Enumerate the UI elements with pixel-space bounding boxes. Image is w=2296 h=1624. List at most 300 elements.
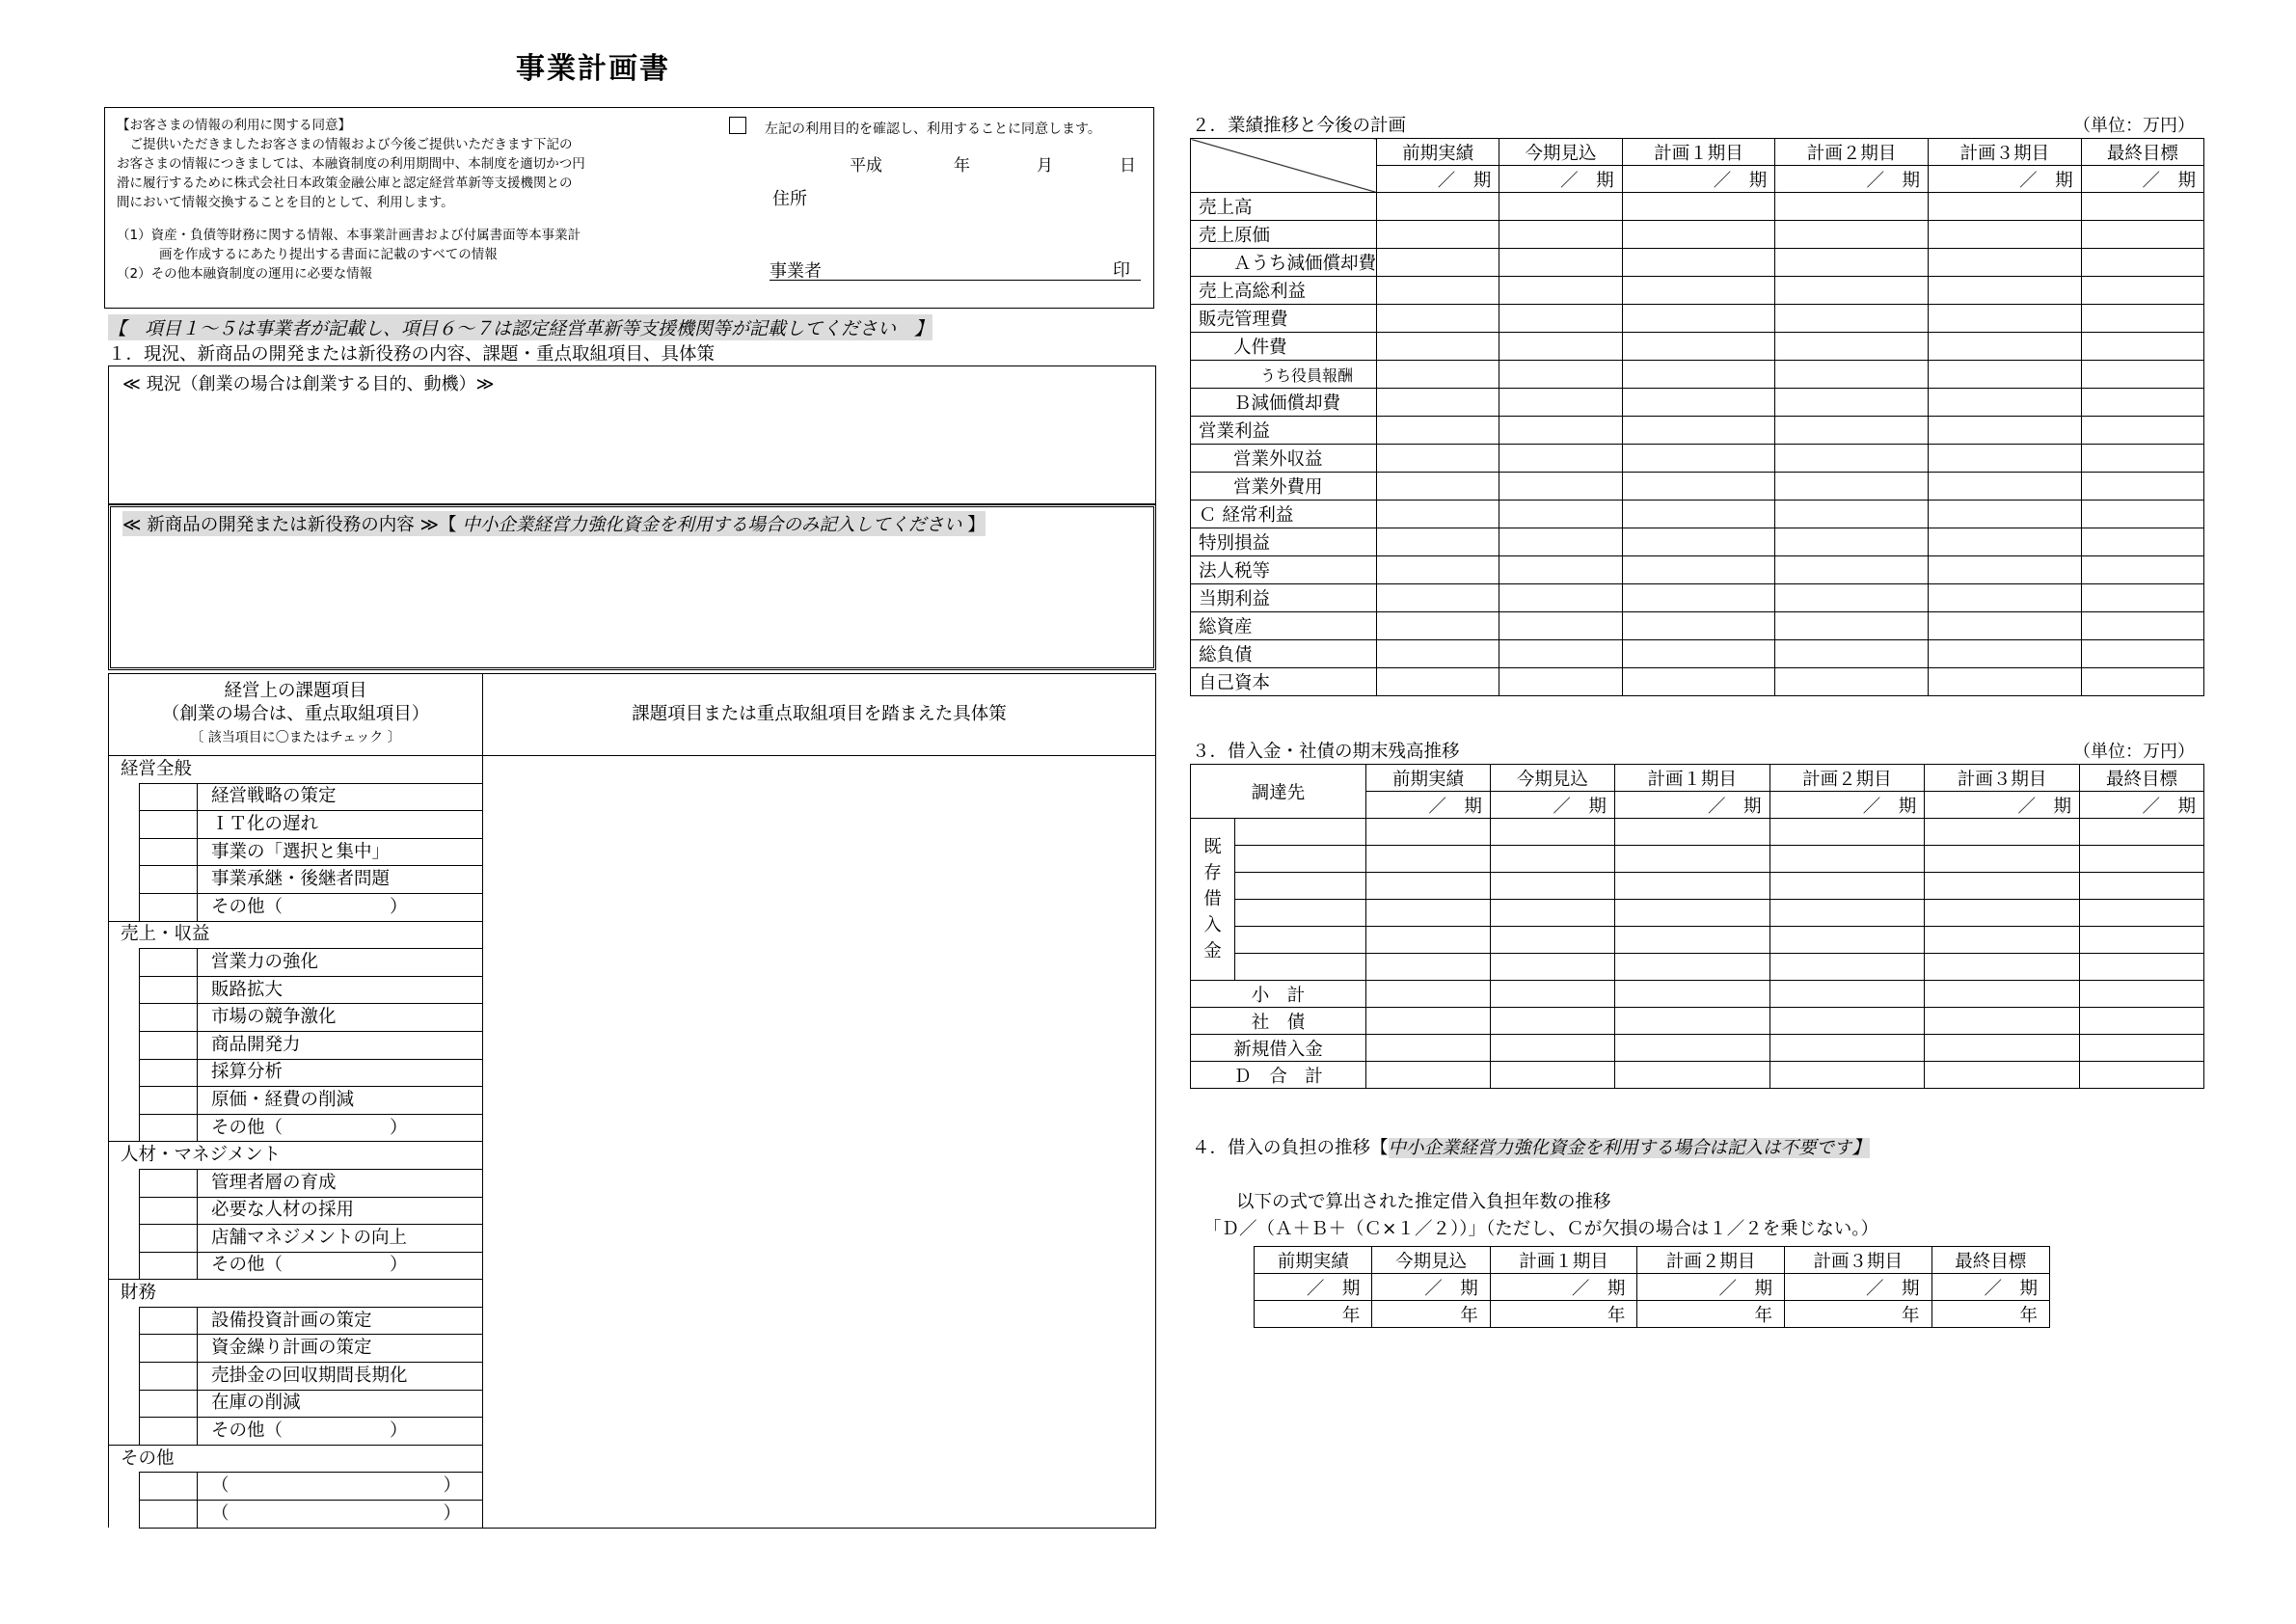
burden-col-header: 計画３期目 <box>1784 1247 1931 1274</box>
issues-item: 事業承継・後継者問題 <box>198 866 483 894</box>
perf-row-label: Ｂ減価償却費 <box>1191 389 1377 417</box>
perf-value-cell[interactable] <box>1775 584 1929 612</box>
loan-value-cell[interactable] <box>1366 819 1491 846</box>
perf-value-cell[interactable] <box>1622 612 1775 640</box>
perf-value-cell[interactable] <box>1622 249 1775 277</box>
issues-check-cell[interactable] <box>140 1252 198 1280</box>
perf-value-cell[interactable] <box>1928 305 2081 333</box>
perf-value-cell[interactable] <box>1622 445 1775 473</box>
issues-check-cell[interactable] <box>140 1390 198 1418</box>
issues-check-cell[interactable] <box>140 1307 198 1335</box>
burden-period-cell[interactable]: ／ 期 <box>1637 1274 1785 1301</box>
perf-value-cell[interactable] <box>1622 333 1775 361</box>
burden-period-cell[interactable]: ／ 期 <box>1490 1274 1637 1301</box>
perf-row <box>1191 640 2204 668</box>
perf-value-cell[interactable] <box>1622 473 1775 501</box>
issues-check-cell[interactable] <box>140 1473 198 1501</box>
loan-source-cell[interactable] <box>1235 846 1366 873</box>
loan-value-cell[interactable] <box>2080 1035 2204 1062</box>
loan-value-cell[interactable] <box>1925 927 2080 954</box>
perf-value-cell[interactable] <box>1499 305 1622 333</box>
perf-value-cell[interactable] <box>1499 640 1622 668</box>
perf-value-cell[interactable] <box>2081 193 2203 221</box>
issues-indent <box>109 1004 140 1032</box>
loan-value-cell[interactable] <box>1769 1035 1925 1062</box>
perf-value-cell[interactable] <box>1775 445 1929 473</box>
perf-value-cell[interactable] <box>2081 221 2203 249</box>
perf-value-cell[interactable] <box>1775 249 1929 277</box>
issues-check-cell[interactable] <box>140 893 198 921</box>
loan-value-cell[interactable] <box>1769 846 1925 873</box>
loan-value-cell[interactable] <box>1769 927 1925 954</box>
loan-value-cell[interactable] <box>2080 954 2204 981</box>
loan-source-cell[interactable] <box>1235 954 1366 981</box>
perf-value-cell[interactable] <box>1377 389 1499 417</box>
loan-value-cell[interactable] <box>1614 900 1769 927</box>
measures-cell[interactable] <box>483 756 1156 1529</box>
perf-value-cell[interactable] <box>1377 501 1499 528</box>
loan-value-cell[interactable] <box>2080 846 2204 873</box>
perf-value-cell[interactable] <box>1775 389 1929 417</box>
consent-item-1-cont: 画を作成するにあたり提出する書面に記載のすべての情報 <box>159 247 498 262</box>
perf-corner <box>1191 139 1377 193</box>
perf-value-cell[interactable] <box>1377 473 1499 501</box>
loan-period-cell[interactable]: ／ 期 <box>1614 792 1769 819</box>
perf-value-cell[interactable] <box>1928 473 2081 501</box>
consent-checkbox[interactable] <box>729 117 746 134</box>
perf-value-cell[interactable] <box>1377 445 1499 473</box>
perf-value-cell[interactable] <box>1499 501 1622 528</box>
perf-value-cell[interactable] <box>1775 668 1929 696</box>
loan-period-cell[interactable]: ／ 期 <box>2080 792 2204 819</box>
perf-value-cell[interactable] <box>2081 277 2203 305</box>
perf-value-cell[interactable] <box>1928 445 2081 473</box>
existing-loan-char: 存 <box>1203 863 1222 883</box>
issues-check-cell[interactable] <box>140 811 198 839</box>
issues-check-cell[interactable] <box>140 949 198 977</box>
loan-value-cell[interactable] <box>1925 1035 2080 1062</box>
perf-value-cell[interactable] <box>2081 361 2203 389</box>
issues-item: 資金繰り計画の策定 <box>198 1335 483 1363</box>
perf-value-cell[interactable] <box>1775 361 1929 389</box>
perf-value-cell[interactable] <box>2081 528 2203 556</box>
perf-value-cell[interactable] <box>1499 528 1622 556</box>
perf-row <box>1191 584 2204 612</box>
existing-loan-char: 借 <box>1203 889 1222 909</box>
perf-value-cell[interactable] <box>1928 277 2081 305</box>
loan-value-cell[interactable] <box>1769 981 1925 1008</box>
loan-value-cell[interactable] <box>1769 900 1925 927</box>
loan-value-cell[interactable] <box>1490 954 1614 981</box>
perf-value-cell[interactable] <box>1928 584 2081 612</box>
issues-check-cell[interactable] <box>140 838 198 866</box>
loan-value-cell[interactable] <box>2080 1008 2204 1035</box>
loan-value-cell[interactable] <box>1490 1008 1614 1035</box>
burden-year-cell[interactable]: 年 <box>1784 1301 1931 1328</box>
issues-indent <box>109 976 140 1004</box>
perf-period-cell[interactable]: ／ 期 <box>1622 166 1775 193</box>
perf-value-cell[interactable] <box>1928 333 2081 361</box>
perf-value-cell[interactable] <box>1622 556 1775 584</box>
loan-col-header: 最終目標 <box>2080 765 2204 792</box>
loan-value-cell[interactable] <box>1490 1062 1614 1089</box>
loan-value-cell[interactable] <box>1490 927 1614 954</box>
issues-item: 商品開発力 <box>198 1031 483 1059</box>
perf-value-cell[interactable] <box>1928 249 2081 277</box>
issues-indent <box>109 783 140 811</box>
issues-item: 事業の「選択と集中」 <box>198 838 483 866</box>
perf-value-cell[interactable] <box>1775 612 1929 640</box>
issues-check-cell[interactable] <box>140 1418 198 1446</box>
loan-value-cell[interactable] <box>1769 1008 1925 1035</box>
loan-value-cell[interactable] <box>1366 900 1491 927</box>
perf-row-label: 売上高 <box>1191 193 1377 221</box>
perf-value-cell[interactable] <box>1377 612 1499 640</box>
issues-category: 財務 <box>109 1280 483 1308</box>
perf-value-cell[interactable] <box>2081 556 2203 584</box>
perf-value-cell[interactable] <box>1928 640 2081 668</box>
issues-indent <box>109 1114 140 1142</box>
perf-value-cell[interactable] <box>1928 389 2081 417</box>
perf-value-cell[interactable] <box>1499 584 1622 612</box>
perf-value-cell[interactable] <box>1499 193 1622 221</box>
loan-value-cell[interactable] <box>1614 1008 1769 1035</box>
section2-title: ２．業績推移と今後の計画 <box>1192 116 1407 136</box>
loan-source-cell[interactable] <box>1235 873 1366 900</box>
loan-value-cell[interactable] <box>1614 1062 1769 1089</box>
perf-value-cell[interactable] <box>1928 221 2081 249</box>
issues-item: 設備投資計画の策定 <box>198 1307 483 1335</box>
loan-value-cell[interactable] <box>2080 927 2204 954</box>
issues-check-cell[interactable] <box>140 1087 198 1115</box>
consent-agree-text: 左記の利用目的を確認し、利用することに同意します。 <box>765 122 1101 137</box>
perf-value-cell[interactable] <box>2081 612 2203 640</box>
perf-value-cell[interactable] <box>1499 445 1622 473</box>
loan-value-cell[interactable] <box>1366 927 1491 954</box>
issues-item: 経営戦略の策定 <box>198 783 483 811</box>
loan-value-cell[interactable] <box>1366 1062 1491 1089</box>
burden-header-row <box>1255 1247 2050 1274</box>
loan-value-cell[interactable] <box>1614 927 1769 954</box>
perf-period-cell[interactable]: ／ 期 <box>1377 166 1499 193</box>
perf-value-cell[interactable] <box>1622 417 1775 445</box>
loan-value-cell[interactable] <box>1925 1062 2080 1089</box>
loan-value-cell[interactable] <box>1490 900 1614 927</box>
burden-period-cell[interactable]: ／ 期 <box>1784 1274 1931 1301</box>
perf-row-label: うち役員報酬 <box>1191 361 1377 389</box>
section4-title-hl: 中小企業経営力強化資金を利用する場合は記入は不要です <box>1388 1138 1852 1158</box>
issues-indent <box>109 1059 140 1087</box>
loan-value-cell[interactable] <box>1614 981 1769 1008</box>
existing-loan-char: 入 <box>1203 915 1222 935</box>
loan-period-cell[interactable]: ／ 期 <box>1925 792 2080 819</box>
perf-value-cell[interactable] <box>2081 305 2203 333</box>
perf-value-cell[interactable] <box>1622 640 1775 668</box>
loan-summary-row <box>1191 1008 2204 1035</box>
perf-value-cell[interactable] <box>1377 556 1499 584</box>
loan-value-cell[interactable] <box>1366 1035 1491 1062</box>
perf-value-cell[interactable] <box>1622 221 1775 249</box>
perf-value-cell[interactable] <box>1775 193 1929 221</box>
issues-check-cell[interactable] <box>140 1197 198 1225</box>
perf-row <box>1191 473 2204 501</box>
issues-indent <box>109 1307 140 1335</box>
perf-period-cell[interactable]: ／ 期 <box>1928 166 2081 193</box>
perf-value-cell[interactable] <box>1377 221 1499 249</box>
issues-indent <box>109 1087 140 1115</box>
loan-value-cell[interactable] <box>2080 981 2204 1008</box>
burden-period-cell[interactable]: ／ 期 <box>1372 1274 1490 1301</box>
perf-value-cell[interactable] <box>1775 417 1929 445</box>
perf-row-label: 当期利益 <box>1191 584 1377 612</box>
era-label: 平成 <box>850 156 882 176</box>
perf-value-cell[interactable] <box>1928 193 2081 221</box>
consent-line: 間において情報交換することを目的として、利用します。 <box>117 195 454 210</box>
loan-summary-label: 社 債 <box>1191 1008 1366 1035</box>
perf-value-cell[interactable] <box>1377 361 1499 389</box>
perf-value-cell[interactable] <box>1622 193 1775 221</box>
loan-value-cell[interactable] <box>2080 1062 2204 1089</box>
issues-check-cell[interactable] <box>140 1501 198 1529</box>
loan-summary-label: Ｄ 合 計 <box>1191 1062 1366 1089</box>
perf-value-cell[interactable] <box>2081 640 2203 668</box>
perf-value-cell[interactable] <box>2081 668 2203 696</box>
perf-value-cell[interactable] <box>1928 612 2081 640</box>
loan-value-cell[interactable] <box>1366 1008 1491 1035</box>
burden-col-header: 計画２期目 <box>1637 1247 1785 1274</box>
issues-item: その他（ ） <box>198 1114 483 1142</box>
loan-summary-row <box>1191 1062 2204 1089</box>
perf-value-cell[interactable] <box>1928 501 2081 528</box>
perf-value-cell[interactable] <box>1622 584 1775 612</box>
perf-value-cell[interactable] <box>1377 193 1499 221</box>
perf-row <box>1191 528 2204 556</box>
loan-value-cell[interactable] <box>1366 954 1491 981</box>
loan-value-cell[interactable] <box>2080 900 2204 927</box>
loan-source-cell[interactable] <box>1235 927 1366 954</box>
loan-value-cell[interactable] <box>1769 819 1925 846</box>
burden-col-header: 今期見込 <box>1372 1247 1490 1274</box>
perf-value-cell[interactable] <box>1377 640 1499 668</box>
perf-period-cell[interactable]: ／ 期 <box>1499 166 1622 193</box>
perf-value-cell[interactable] <box>1775 528 1929 556</box>
perf-value-cell[interactable] <box>2081 417 2203 445</box>
loan-value-cell[interactable] <box>1925 900 2080 927</box>
perf-value-cell[interactable] <box>1775 333 1929 361</box>
address-label: 住所 <box>772 189 807 209</box>
consent-item-2: （2）その他本融資制度の運用に必要な情報 <box>117 266 373 282</box>
loan-source-cell[interactable] <box>1235 819 1366 846</box>
loan-value-cell[interactable] <box>1490 846 1614 873</box>
perf-value-cell[interactable] <box>1499 668 1622 696</box>
section4-title-end: 】 <box>1851 1138 1871 1158</box>
loan-col-header: 前期実績 <box>1366 765 1491 792</box>
perf-value-cell[interactable] <box>1499 333 1622 361</box>
perf-row-label: 売上高総利益 <box>1191 277 1377 305</box>
perf-value-cell[interactable] <box>1775 277 1929 305</box>
issues-item: その他（ ） <box>198 1252 483 1280</box>
loan-value-cell[interactable] <box>1490 873 1614 900</box>
loan-existing-row <box>1191 900 2204 927</box>
burden-year-cell[interactable]: 年 <box>1490 1301 1637 1328</box>
perf-value-cell[interactable] <box>1499 249 1622 277</box>
perf-value-cell[interactable] <box>1377 668 1499 696</box>
loan-value-cell[interactable] <box>1769 1062 1925 1089</box>
perf-value-cell[interactable] <box>1775 473 1929 501</box>
perf-value-cell[interactable] <box>1622 528 1775 556</box>
loan-value-cell[interactable] <box>1614 954 1769 981</box>
loan-value-cell[interactable] <box>1925 1008 2080 1035</box>
perf-value-cell[interactable] <box>1499 473 1622 501</box>
issues-check-cell[interactable] <box>140 976 198 1004</box>
loan-value-cell[interactable] <box>2080 819 2204 846</box>
loan-header-row <box>1191 765 2204 792</box>
issues-check-cell[interactable] <box>140 1225 198 1253</box>
perf-row <box>1191 193 2204 221</box>
issues-check-cell[interactable] <box>140 1004 198 1032</box>
perf-row <box>1191 417 2204 445</box>
burden-period-cell[interactable]: ／ 期 <box>1255 1274 1372 1301</box>
loan-value-cell[interactable] <box>1925 873 2080 900</box>
perf-value-cell[interactable] <box>1377 305 1499 333</box>
new-product-label-b: 中小企業経営力強化資金を利用する場合のみ記入してください <box>462 515 962 535</box>
perf-value-cell[interactable] <box>2081 389 2203 417</box>
loan-existing-row <box>1191 873 2204 900</box>
perf-value-cell[interactable] <box>2081 249 2203 277</box>
perf-value-cell[interactable] <box>1775 305 1929 333</box>
section3-title: ３．借入金・社債の期末残高推移 <box>1192 742 1460 762</box>
loan-value-cell[interactable] <box>1769 873 1925 900</box>
issues-check-cell[interactable] <box>140 1114 198 1142</box>
issues-check-cell[interactable] <box>140 1031 198 1059</box>
issues-check-cell[interactable] <box>140 1363 198 1391</box>
burden-year-cell[interactable]: 年 <box>1255 1301 1372 1328</box>
loan-value-cell[interactable] <box>1925 819 2080 846</box>
loan-summary-label: 新規借入金 <box>1191 1035 1366 1062</box>
perf-row-label: 総負債 <box>1191 640 1377 668</box>
perf-value-cell[interactable] <box>2081 501 2203 528</box>
perf-row-label: Ａうち減価償却費 <box>1191 249 1377 277</box>
perf-value-cell[interactable] <box>1377 528 1499 556</box>
loan-period-cell[interactable]: ／ 期 <box>1769 792 1925 819</box>
issues-check-cell[interactable] <box>140 866 198 894</box>
perf-value-cell[interactable] <box>2081 333 2203 361</box>
perf-value-cell[interactable] <box>1622 501 1775 528</box>
perf-value-cell[interactable] <box>1775 501 1929 528</box>
issues-indent <box>109 1501 140 1529</box>
perf-value-cell[interactable] <box>1775 221 1929 249</box>
issues-check-cell[interactable] <box>140 783 198 811</box>
loan-value-cell[interactable] <box>1614 819 1769 846</box>
perf-period-cell[interactable]: ／ 期 <box>1775 166 1929 193</box>
perf-row <box>1191 305 2204 333</box>
loan-value-cell[interactable] <box>1490 1035 1614 1062</box>
perf-row <box>1191 333 2204 361</box>
perf-value-cell[interactable] <box>2081 473 2203 501</box>
business-underline <box>770 280 1141 281</box>
loan-value-cell[interactable] <box>1366 873 1491 900</box>
perf-row <box>1191 277 2204 305</box>
perf-value-cell[interactable] <box>1499 277 1622 305</box>
loan-value-cell[interactable] <box>1614 846 1769 873</box>
perf-col-header: 計画１期目 <box>1622 139 1775 166</box>
perf-value-cell[interactable] <box>1622 305 1775 333</box>
loan-existing-row <box>1191 927 2204 954</box>
current-status-box[interactable] <box>108 365 1156 504</box>
loan-value-cell[interactable] <box>1925 846 2080 873</box>
perf-value-cell[interactable] <box>1928 528 2081 556</box>
loan-value-cell[interactable] <box>1925 954 2080 981</box>
perf-value-cell[interactable] <box>1928 556 2081 584</box>
issues-item: 販路拡大 <box>198 976 483 1004</box>
loan-value-cell[interactable] <box>1490 819 1614 846</box>
perf-value-cell[interactable] <box>1499 221 1622 249</box>
loan-period-cell[interactable]: ／ 期 <box>1366 792 1491 819</box>
perf-value-cell[interactable] <box>1377 417 1499 445</box>
burden-period-cell[interactable]: ／ 期 <box>1931 1274 2049 1301</box>
perf-value-cell[interactable] <box>1377 584 1499 612</box>
issues-check-cell[interactable] <box>140 1335 198 1363</box>
issues-check-cell[interactable] <box>140 1169 198 1197</box>
perf-row <box>1191 389 2204 417</box>
perf-value-cell[interactable] <box>1499 612 1622 640</box>
perf-value-cell[interactable] <box>1775 556 1929 584</box>
loan-value-cell[interactable] <box>1925 981 2080 1008</box>
loan-value-cell[interactable] <box>1614 1035 1769 1062</box>
loan-source-cell[interactable] <box>1235 900 1366 927</box>
perf-value-cell[interactable] <box>1775 640 1929 668</box>
section2-unit: （単位：万円） <box>2073 116 2195 136</box>
perf-value-cell[interactable] <box>1622 389 1775 417</box>
perf-value-cell[interactable] <box>2081 445 2203 473</box>
loan-value-cell[interactable] <box>1366 981 1491 1008</box>
loan-source-header: 調達先 <box>1191 765 1366 819</box>
perf-value-cell[interactable] <box>1622 668 1775 696</box>
perf-value-cell[interactable] <box>1377 277 1499 305</box>
loan-value-cell[interactable] <box>2080 873 2204 900</box>
loan-existing-row <box>1191 819 2204 846</box>
loan-table <box>1190 764 2204 1089</box>
perf-value-cell[interactable] <box>1928 417 2081 445</box>
loan-period-cell[interactable]: ／ 期 <box>1490 792 1614 819</box>
loan-col-header: 計画１期目 <box>1614 765 1769 792</box>
new-product-box[interactable] <box>108 504 1156 670</box>
burden-year-cell[interactable]: 年 <box>1637 1301 1785 1328</box>
day-label: 日 <box>1120 156 1136 176</box>
perf-value-cell[interactable] <box>1499 417 1622 445</box>
perf-value-cell[interactable] <box>1499 361 1622 389</box>
perf-period-cell[interactable]: ／ 期 <box>2081 166 2203 193</box>
burden-year-cell[interactable]: 年 <box>1931 1301 2049 1328</box>
perf-value-cell[interactable] <box>1499 389 1622 417</box>
burden-year-cell[interactable]: 年 <box>1372 1301 1490 1328</box>
loan-value-cell[interactable] <box>1490 981 1614 1008</box>
perf-value-cell[interactable] <box>1928 361 2081 389</box>
loan-value-cell[interactable] <box>1366 846 1491 873</box>
perf-value-cell[interactable] <box>1499 556 1622 584</box>
issues-header-right: 課題項目または重点取組項目を踏まえた具体策 <box>483 674 1156 756</box>
perf-value-cell[interactable] <box>1622 361 1775 389</box>
perf-value-cell[interactable] <box>1622 277 1775 305</box>
perf-value-cell[interactable] <box>1377 333 1499 361</box>
perf-value-cell[interactable] <box>1928 668 2081 696</box>
issues-check-cell[interactable] <box>140 1059 198 1087</box>
perf-value-cell[interactable] <box>1377 249 1499 277</box>
loan-value-cell[interactable] <box>1769 954 1925 981</box>
loan-value-cell[interactable] <box>1614 873 1769 900</box>
perf-value-cell[interactable] <box>2081 584 2203 612</box>
page-title: 事業計画書 <box>516 52 670 86</box>
